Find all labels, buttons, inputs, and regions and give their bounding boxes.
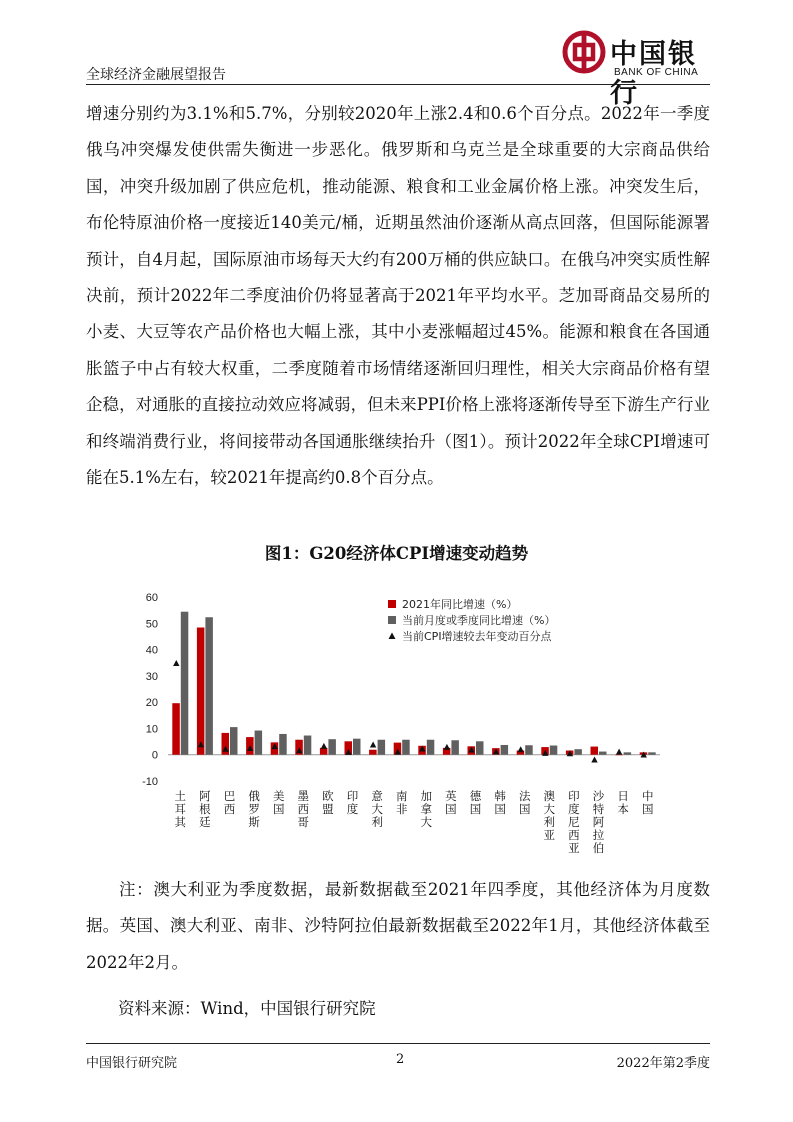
- bar-current: [550, 746, 558, 755]
- x-category-label: 法国: [518, 789, 531, 816]
- x-category-label: 加拿大: [420, 789, 433, 829]
- bar-current: [427, 740, 435, 755]
- x-category-label: 俄罗斯: [248, 789, 260, 829]
- bar-2021: [591, 747, 599, 755]
- bar-current: [279, 734, 287, 755]
- bar-2021: [369, 750, 377, 755]
- bar-current: [230, 727, 238, 755]
- x-category-label: 印度尼西亚: [568, 789, 580, 855]
- x-category-label: 南非: [395, 789, 408, 816]
- bar-current: [525, 745, 533, 754]
- chart-note: 注：澳大利亚为季度数据，最新数据截至2021年四季度，其他经济体为月度数据。英国、澳大利亚、南非、沙特阿拉伯最新数据截至2022年1月，其他经济体截至2022年2月。: [86, 880, 710, 972]
- bar-current: [353, 739, 361, 755]
- figure-caption: 图1：G20经济体CPI增速变动趋势: [264, 544, 529, 563]
- bar-2021: [320, 748, 328, 755]
- x-category-label: 印度: [346, 789, 359, 816]
- bar-2021: [197, 627, 205, 754]
- bar-current: [648, 752, 656, 754]
- x-category-label: 澳大利亚: [543, 789, 556, 842]
- bar-2021: [615, 755, 623, 756]
- bar-current: [599, 752, 607, 755]
- change-marker: [444, 744, 450, 750]
- x-category-label: 韩国: [494, 789, 506, 816]
- y-tick-label: -10: [142, 776, 158, 788]
- legend-label: 当前月度或季度同比增速（%）: [402, 614, 556, 627]
- bar-current: [181, 612, 189, 755]
- legend-marker-triangle: [389, 633, 396, 640]
- x-category-label: 日本: [617, 789, 629, 816]
- logo-cn-text: 中国银行: [610, 39, 697, 109]
- change-marker: [370, 742, 376, 748]
- y-tick-label: 10: [145, 723, 158, 736]
- change-marker: [321, 743, 327, 749]
- x-category-label: 沙特阿拉伯: [592, 789, 605, 855]
- footer-quarter: 2022年第2季度: [616, 1056, 710, 1071]
- logo-en-text: BANK OF CHINA: [614, 67, 699, 78]
- bar-current: [476, 741, 484, 754]
- bar-current: [402, 740, 410, 755]
- bar-current: [501, 745, 509, 755]
- body-paragraph: 增速分别约为3.1%和5.7%，分别较2020年上涨2.4和0.6个百分点。2022年一季度俄乌冲突爆发使供需失衡进一步恶化。俄罗斯和乌克兰是全球重要的大宗商品供给国，冲突升级加剧了供应危机，推动能源、粮食和工业金属价格上涨。冲突发生后，布伦特原油价格一度接近140美元/桶，近期虽然油价逐渐从高点回落，但国际能源署预计，自4月起，国际原油市场每天大约有200万桶的供应缺口。在俄乌冲突实质性解决前，预计2022年二季度油价仍将显著高于2021年平均水平。芝加哥商品交易所的小麦、大豆等农产品价格也大幅上涨，其中小麦涨幅超过45%。能源和粮食在各国通胀篮子中占有较大权重，二季度随着市场情绪逐渐回归理性，相关大宗商品价格有望企稳，对通胀的直接拉动效应将减弱，但未来PPI价格上涨将逐渐传导至下游生产行业和终端消费行业，将间接带动各国通胀继续抬升（图1）。预计2022年全球CPI增速可能在5.1%左右，较2021年提高约0.8个百分点。: [86, 104, 710, 488]
- x-category-label: 墨西哥: [297, 789, 310, 829]
- footer-org: 中国银行研究院: [86, 1056, 178, 1071]
- x-category-label: 阿根廷: [199, 789, 211, 829]
- legend-label: 2021年同比增速（%）: [402, 598, 518, 611]
- x-category-label: 土耳其: [174, 789, 187, 829]
- y-tick-label: 50: [145, 618, 158, 631]
- x-category-label: 欧盟: [322, 789, 334, 816]
- bar-current: [451, 740, 459, 754]
- x-category-label: 巴西: [223, 789, 236, 816]
- y-tick-label: 40: [145, 644, 158, 657]
- legend-label: 当前CPI增速较去年变动百分点: [402, 630, 552, 643]
- y-tick-label: 60: [145, 592, 158, 604]
- bar-current: [574, 749, 582, 755]
- change-marker: [173, 660, 179, 666]
- bar-2021: [172, 703, 180, 755]
- x-category-label: 中国: [641, 789, 654, 816]
- bar-current: [328, 739, 336, 755]
- change-marker: [591, 757, 597, 763]
- y-tick-label: 0: [151, 749, 158, 762]
- y-tick-label: 30: [145, 670, 158, 683]
- y-tick-label: 20: [145, 697, 158, 710]
- x-category-label: 德国: [469, 789, 482, 816]
- legend-swatch: [388, 600, 396, 608]
- bar-current: [304, 736, 312, 755]
- x-category-label: 英国: [445, 789, 457, 816]
- header-title: 全球经济金融展望报告: [86, 67, 226, 83]
- bar-current: [378, 740, 386, 755]
- change-marker: [518, 746, 524, 752]
- page-number: 2: [396, 1052, 405, 1067]
- data-source: 资料来源：Wind，中国银行研究院: [118, 999, 376, 1018]
- legend-swatch: [388, 616, 396, 624]
- change-marker: [616, 749, 622, 755]
- x-category-label: 美国: [272, 789, 285, 816]
- bar-current: [255, 731, 263, 755]
- bar-current: [624, 752, 632, 754]
- footer-rule: [86, 1043, 710, 1044]
- x-category-label: 意大利: [371, 789, 383, 829]
- bar-current: [205, 617, 213, 754]
